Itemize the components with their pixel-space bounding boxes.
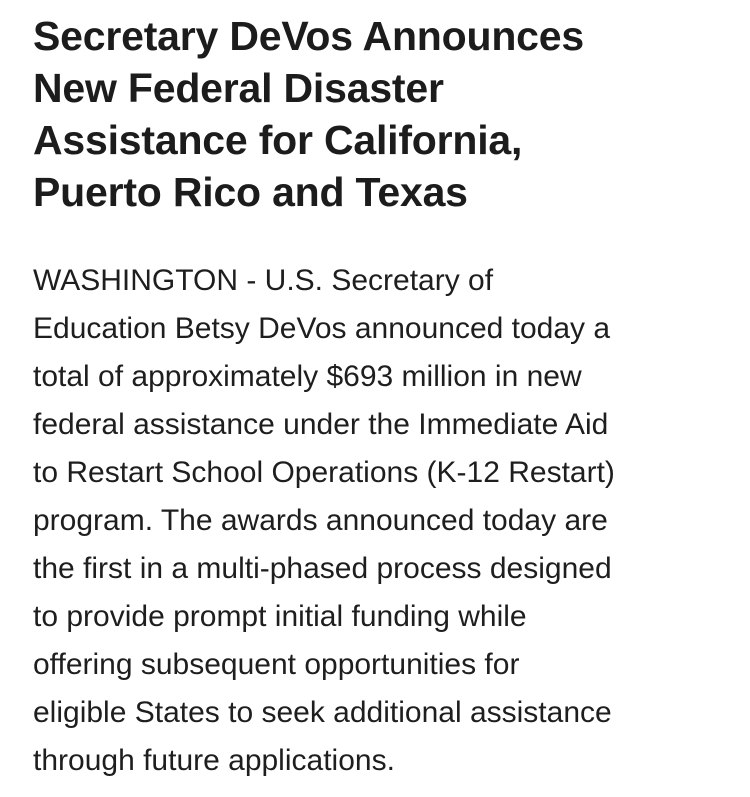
article-headline: [33, 10, 733, 218]
headline-line: New Federal Disaster: [33, 65, 444, 111]
headline-line: Secretary DeVos Announces: [33, 13, 584, 59]
body-line: federal assistance under the Immediate Aid: [33, 408, 609, 441]
body-line: program. The awards announced today are: [33, 504, 608, 537]
headline-line: Puerto Rico and Texas: [33, 169, 468, 215]
body-line: through future applications.: [33, 744, 395, 777]
body-line: Education Betsy DeVos announced today a: [33, 312, 611, 345]
body-line: to provide prompt initial funding while: [33, 600, 527, 633]
headline-line: Assistance for California,: [33, 117, 523, 163]
body-line: offering subsequent opportunities for: [33, 648, 520, 681]
article-body: [33, 257, 615, 785]
body-line: total of approximately $693 million in new: [33, 360, 582, 393]
body-line: eligible States to seek additional assistance: [33, 696, 612, 729]
body-line: WASHINGTON - U.S. Secretary of: [33, 264, 494, 297]
article: [33, 10, 733, 777]
body-line: to Restart School Operations (K-12 Restart): [33, 456, 615, 489]
body-line: the first in a multi-phased process designed: [33, 552, 612, 585]
